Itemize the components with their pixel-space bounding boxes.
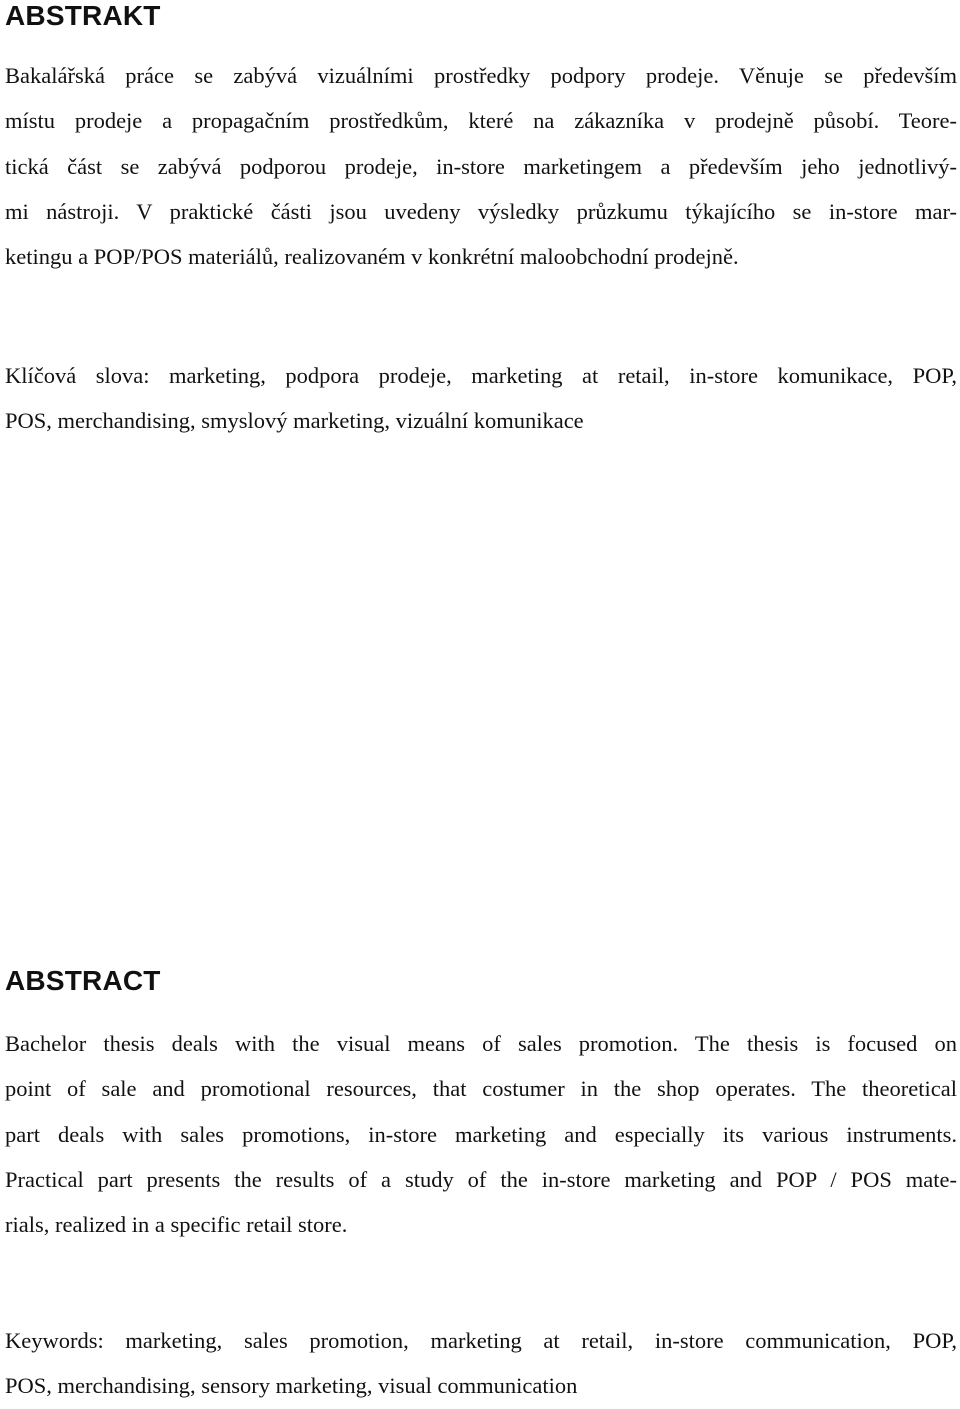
- english-abstract-line: rials, realized in a specific retail store.: [5, 1212, 348, 1238]
- czech-abstract-line: tická část se zabývá podporou prodeje, in-store marketingem a především jeho jednotlivý-: [5, 153, 957, 179]
- english-abstract-heading: ABSTRACT: [5, 965, 161, 996]
- czech-abstract-line: mi nástroji. V praktické části jsou uvedeny výsledky průzkumu týkajícího se in-store mar-: [5, 198, 957, 224]
- czech-keywords-line: POS, merchandising, smyslový marketing, vizuální komunikace: [5, 408, 584, 434]
- czech-abstract-line: místu prodeje a propagačním prostředkům, které na zákazníka v prodejně působí. Teore-: [5, 108, 957, 134]
- english-abstract-line: Practical part presents the results of a study of the in-store marketing and POP / POS mate-: [5, 1166, 957, 1192]
- english-keywords-paragraph: [5, 1318, 957, 1409]
- english-abstract-paragraph: [5, 1021, 957, 1247]
- czech-abstract-paragraph: [5, 53, 957, 279]
- english-abstract-line: part deals with sales promotions, in-store marketing and especially its various instruments.: [5, 1121, 957, 1147]
- czech-keywords-paragraph: [5, 353, 957, 444]
- czech-abstract-heading: ABSTRAKT: [5, 0, 161, 31]
- english-keywords-line: POS, merchandising, sensory marketing, visual communication: [5, 1373, 578, 1399]
- english-abstract-line: Bachelor thesis deals with the visual means of sales promotion. The thesis is focused on: [5, 1031, 957, 1056]
- czech-abstract-line: ketingu a POP/POS materiálů, realizovaném v konkrétní maloobchodní prodejně.: [5, 244, 739, 270]
- czech-keywords-line: Klíčová slova: marketing, podpora prodeje, marketing at retail, in-store komunikace, POP,: [5, 363, 957, 388]
- english-abstract-line: point of sale and promotional resources, that costumer in the shop operates. The theoretical: [5, 1076, 957, 1102]
- czech-abstract-line: Bakalářská práce se zabývá vizuálními prostředky podpory prodeje. Věnuje se především: [5, 63, 957, 88]
- english-keywords-line: Keywords: marketing, sales promotion, marketing at retail, in-store communication, POP,: [5, 1328, 957, 1353]
